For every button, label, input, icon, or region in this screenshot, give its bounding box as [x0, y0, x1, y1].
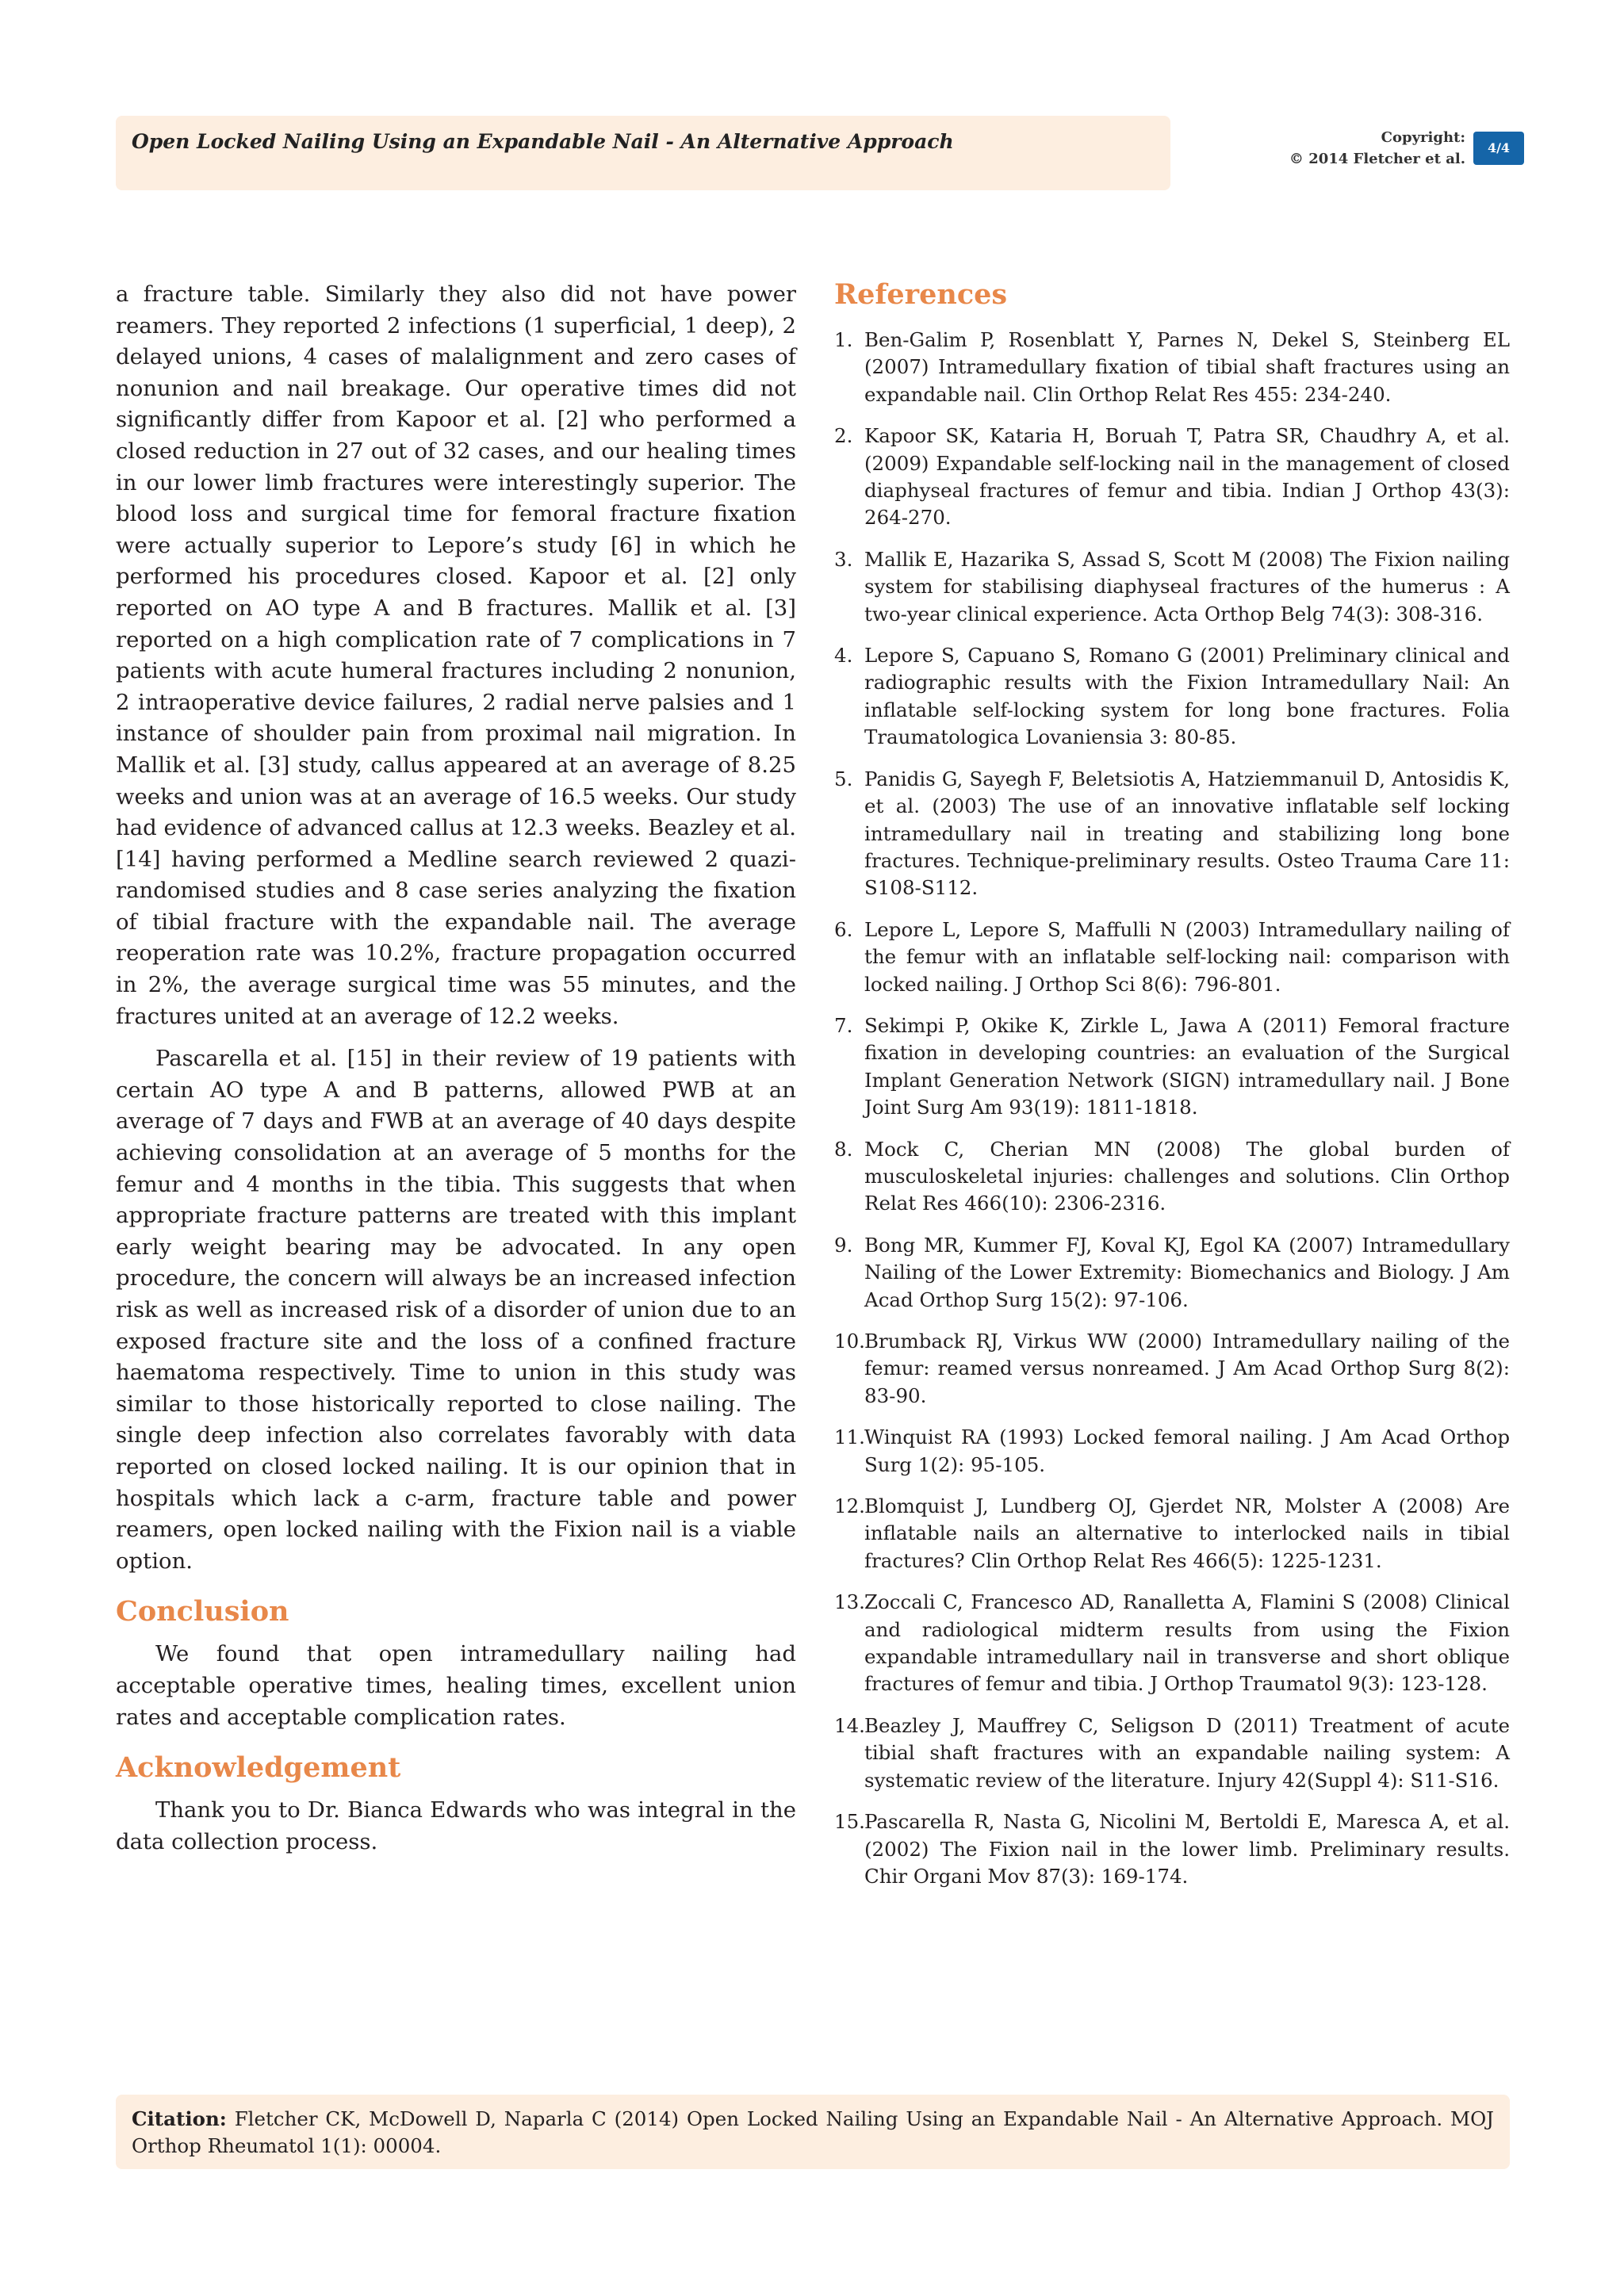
reference-text: Zoccali C, Francesco AD, Ranalletta A, Flamini S (2008) Clinical and radiological midterm results from using the Fixion expandable intramedullary nail in transverse and short oblique fractures of femur and tibia. J Orthop Traumatol 9(3): 123-128. [864, 1590, 1510, 1696]
reference-item [834, 546, 1510, 628]
reference-item [834, 1328, 1510, 1410]
reference-text: Lepore S, Capuano S, Romano G (2001) Preliminary clinical and radiographic results with the Fixion Intramedullary Nail: An inflatable self-locking system for long bone fractures. Folia Traumatologica Lovaniensia 3: 80-85. [864, 644, 1510, 749]
header-bar [116, 116, 1170, 190]
page-number-badge: 4/4 [1473, 132, 1524, 165]
body-paragraph-1: a fracture table. Similarly they also did not have power reamers. They reported 2 infections (1 superficial, 1 deep), 2 delayed unions, 4 cases of malalignment and zero cases of nonunion and nail breakage. Our operative times did not significantly differ from Kapoor et al. [2] who performed a closed reduction in 27 out of 32 cases, and our healing times in our lower limb fractures were interestingly superior. The blood loss and surgical time for femoral fracture fixation were actually superior to Lepore’s study [6] in which he performed his procedures closed. Kapoor et al. [2] only reported on AO type A and B fractures. Mallik et al. [3] reported on a high complication rate of 7 complications in 7 patients with acute humeral fractures including 2 nonunion, 2 intraoperative device failures, 2 radial nerve palsies and 1 instance of shoulder pain from proximal nail migration. In Mallik et al. [3] study, callus appeared at an average of 8.25 weeks and union was at an average of 16.5 weeks. Our study had evidence of advanced callus at 12.3 weeks. Beazley et al. [14] having performed a Medline search reviewed 2 quazi-randomised studies and 8 case series analyzing the fixation of tibial fracture with the expandable nail. The average reoperation rate was 10.2%, fracture propagation occurred in 2%, the average surgical time was 55 minutes, and the fractures united at an average of 12.2 weeks. [116, 281, 796, 1029]
reference-item [834, 1424, 1510, 1479]
reference-list [834, 327, 1510, 1890]
citation-body: Fletcher CK, McDowell D, Naparla C (2014) Open Locked Nailing Using an Expandable Nail - An Alternative Approach. MOJ Orthop Rheumatol 1(1): 00004. [132, 2107, 1494, 2157]
left-column [116, 279, 796, 1869]
reference-number: 8. [834, 1137, 853, 1161]
reference-number: 3. [834, 547, 853, 571]
citation-bar [116, 2095, 1510, 2169]
reference-number: 4. [834, 644, 853, 668]
reference-item [834, 766, 1510, 902]
reference-number: 6. [834, 917, 853, 941]
reference-item [834, 1232, 1510, 1314]
copyright-block [1289, 127, 1465, 170]
reference-text: Beazley J, Mauffrey C, Seligson D (2011) Treatment of acute tibial shaft fractures with an expandable nailing system: A systematic review of the literature. Injury 42(Suppl 4): S11-S16. [864, 1713, 1510, 1792]
copyright-holder: © 2014 Fletcher et al. [1289, 151, 1465, 167]
reference-text: Sekimpi P, Okike K, Zirkle L, Jawa A (2011) Femoral fracture fixation in developing countries: an evaluation of the Surgical Implant Generation Network (SIGN) intramedullary nail. J Bone Joint Surg Am 93(19): 1811-1818. [864, 1013, 1510, 1119]
right-column [834, 277, 1510, 1904]
reference-number: 12. [834, 1494, 865, 1518]
reference-text: Pascarella R, Nasta G, Nicolini M, Bertoldi E, Maresca A, et al. (2002) The Fixion nail in the lower limb. Preliminary results. Chir Organi Mov 87(3): 169-174. [864, 1810, 1510, 1888]
reference-text: Lepore L, Lepore S, Maffulli N (2003) Intramedullary nailing of the femur with an inflatable self-locking nail: comparison with locked nailing. J Orthop Sci 8(6): 796-801. [864, 917, 1510, 996]
reference-item [834, 1136, 1510, 1218]
reference-number: 5. [834, 767, 853, 790]
reference-number: 14. [834, 1713, 865, 1737]
conclusion-heading: Conclusion [116, 1595, 289, 1628]
reference-item [834, 1808, 1510, 1890]
reference-text: Panidis G, Sayegh F, Beletsiotis A, Hatziemmanuil D, Antosidis K, et al. (2003) The use of an innovative inflatable self locking intramedullary nail in treating and stabilizing long bone fractures. Technique-preliminary results. Osteo Trauma Care 11: S108-S112. [864, 767, 1510, 900]
reference-text: Mock C, Cherian MN (2008) The global burden of musculoskeletal injuries: challenges and solutions. Clin Orthop Relat Res 466(10): 2306-2316. [864, 1137, 1510, 1215]
citation-label: Citation: [132, 2107, 227, 2130]
running-title: Open Locked Nailing Using an Expandable Nail - An Alternative Approach [132, 130, 954, 153]
reference-text: Blomquist J, Lundberg OJ, Gjerdet NR, Molster A (2008) Are inflatable nails an alternative to interlocked nails in tibial fractures? Clin Orthop Relat Res 466(5): 1225-1231. [864, 1494, 1510, 1572]
reference-text: Mallik E, Hazarika S, Assad S, Scott M (2008) The Fixion nailing system for stabilising diaphyseal fractures of the humerus : A two-year clinical experience. Acta Orthop Belg 74(3): 308-316. [864, 547, 1510, 626]
reference-number: 2. [834, 424, 853, 448]
reference-text: Bong MR, Kummer FJ, Koval KJ, Egol KA (2007) Intramedullary Nailing of the Lower Extremity: Biomechanics and Biology. J Am Acad Orthop Surg 15(2): 97-106. [864, 1233, 1510, 1311]
reference-number: 10. [834, 1330, 865, 1353]
reference-text: Winquist RA (1993) Locked femoral nailing. J Am Acad Orthop Surg 1(2): 95-105. [864, 1425, 1510, 1476]
acknowledgement-heading: Acknowledgement [116, 1751, 401, 1785]
reference-item [834, 1712, 1510, 1794]
body-paragraph-2: Pascarella et al. [15] in their review of 19 patients with certain AO type A and B patterns, allowed PWB at an average of 7 days and FWB at an average of 40 days despite achieving consolidation at an average of 5 months for the femur and 4 months in the tibia. This suggests that when appropriate fracture patterns are treated with this implant early weight bearing may be advocated. In any open procedure, the concern will always be an increased infection risk as well as increased risk of a disorder of union due to an exposed fracture site and the loss of a confined fracture haematoma respectively. Time to union in this study was similar to those historically reported to close nailing. The single deep infection also correlates favorably with data reported on closed locked nailing. It is our opinion that in hospitals which lack a c-arm, fracture table and power reamers, open locked nailing with the Fixion nail is a viable option. [116, 1046, 796, 1574]
reference-number: 11. [834, 1425, 865, 1449]
reference-item [834, 642, 1510, 752]
conclusion-text: We found that open intramedullary nailing had acceptable operative times, healing times, excellent union rates and acceptable complication rates. [116, 1641, 796, 1730]
references-heading: References [834, 278, 1008, 311]
reference-number: 7. [834, 1013, 853, 1037]
acknowledgement-text: Thank you to Dr. Bianca Edwards who was integral in the data collection process. [116, 1797, 796, 1854]
reference-number: 13. [834, 1590, 865, 1614]
reference-item [834, 916, 1510, 998]
reference-item [834, 327, 1510, 408]
reference-item [834, 423, 1510, 532]
reference-text: Ben-Galim P, Rosenblatt Y, Parnes N, Dekel S, Steinberg EL (2007) Intramedullary fixation of tibial shaft fractures using an expandable nail. Clin Orthop Relat Res 455: 234-240. [864, 328, 1510, 406]
reference-number: 9. [834, 1233, 853, 1257]
reference-text: Brumback RJ, Virkus WW (2000) Intramedullary nailing of the femur: reamed versus nonreamed. J Am Acad Orthop Surg 8(2): 83-90. [864, 1330, 1510, 1407]
reference-number: 1. [834, 328, 853, 351]
copyright-label: Copyright: [1381, 129, 1465, 146]
reference-item [834, 1493, 1510, 1575]
reference-number: 15. [834, 1810, 865, 1834]
reference-item [834, 1012, 1510, 1122]
reference-item [834, 1589, 1510, 1698]
reference-text: Kapoor SK, Kataria H, Boruah T, Patra SR, Chaudhry A, et al. (2009) Expandable self-locking nail in the management of closed diaphyseal fractures of femur and tibia. Indian J Orthop 43(3): 264-270. [864, 424, 1510, 530]
citation-text [132, 2106, 1494, 2160]
